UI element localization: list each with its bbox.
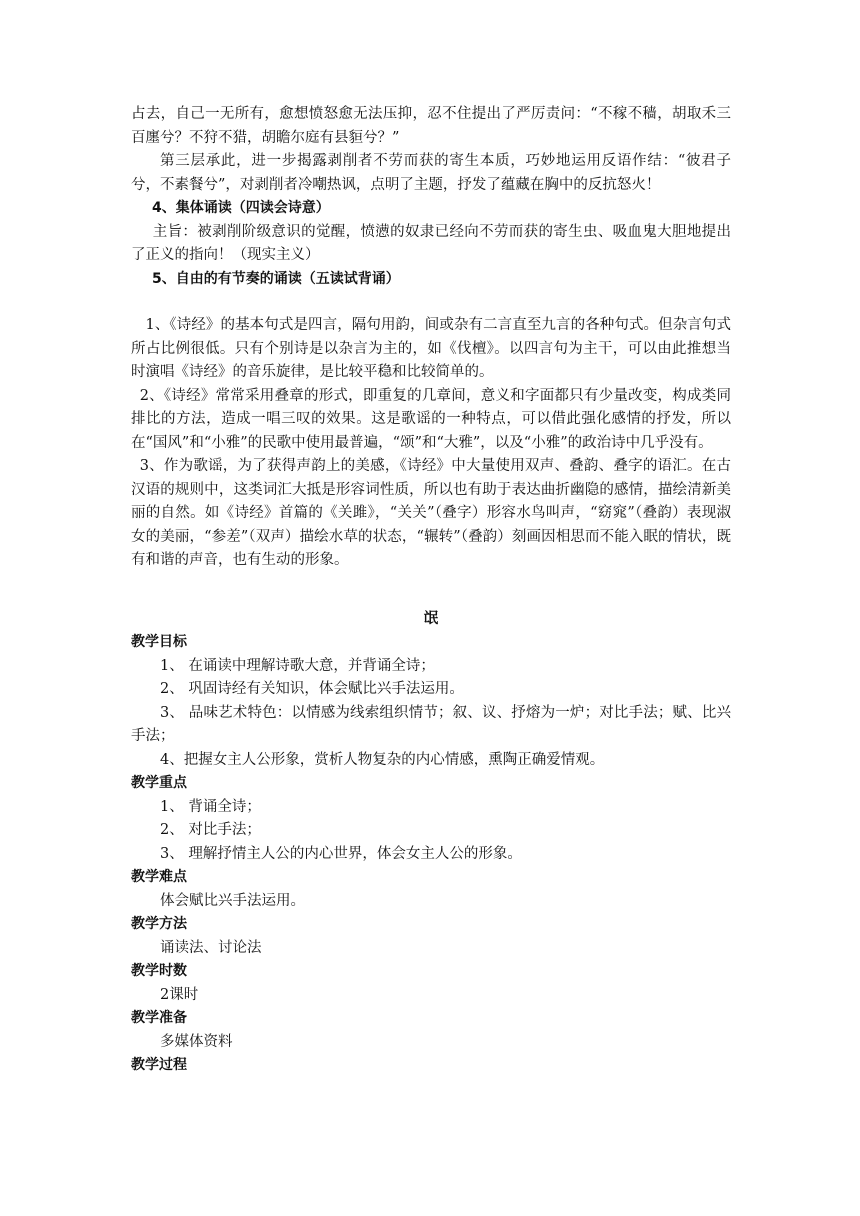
continuation-paragraph: 占去，自己一无所有，愈想愤怒愈无法压抑，忍不住提出了严厉责问：“不稼不穑，胡取禾三百廛兮？不狩不猎，胡瞻尔庭有县貆兮？”	[131, 106, 731, 146]
focus-item: 2、 对比手法；	[160, 822, 261, 838]
difficulty-text: 体会赋比兴手法运用。	[160, 892, 305, 909]
section-4-text: 主旨：被剥削阶级意识的觉醒，愤懑的奴隶已经向不劳而获的寄生虫、吸血鬼大胆地提出了正义的指向！（现实主义）	[131, 223, 731, 263]
difficulty-heading: 教学难点	[131, 869, 187, 885]
method-text: 诵读法、讨论法	[160, 939, 262, 956]
goal-item: 2、 巩固诗经有关知识，体会赋比兴手法运用。	[160, 681, 464, 697]
goal-item: 3、 品味艺术特色：以情感为线索组织情节；叙、议、抒熔为一炉；对比手法；赋、比兴手法；	[131, 704, 731, 744]
hours-text: 2课时	[160, 986, 199, 1003]
section-4-heading: 4、集体诵读（四读会诗意）	[152, 200, 330, 216]
goal-item: 1、 在诵读中理解诗歌大意，并背诵全诗；	[160, 657, 435, 674]
method-heading: 教学方法	[131, 916, 187, 932]
goal-item: 4、把握女主人公形象，赏析人物复杂的内心情感，熏陶正确爱情观。	[160, 751, 605, 768]
note-item: 1、《诗经》的基本句式是四言，隔句用韵，间或杂有二言直至九言的各种句式。但杂言句式所占比例很低。只有个别诗是以杂言为主的，如《伐檀》。以四言句为主干，可以由此推想当时演唱《诗经》的音乐旋律，是比较平稳和比较简单的。	[131, 317, 731, 380]
focus-item: 1、 背诵全诗；	[160, 798, 261, 815]
prep-heading: 教学准备	[131, 1010, 187, 1026]
hours-heading: 教学时数	[131, 963, 187, 979]
lesson-title: 氓	[423, 610, 439, 627]
note-item: 3、作为歌谣，为了获得声韵上的美感，《诗经》中大量使用双声、叠韵、叠字的语汇。在古汉语的规则中，这类词汇大抵是形容词性质，所以也有助于表达曲折幽隐的感情，描绘清新美丽的自然。如《诗经》首篇的《关雎》，“关关”（叠字）形容水鸟叫声，“窈窕”（叠韵）表现淑女的美丽，“参差”（双声）描绘水草的状态，“辗转”（叠韵）刻画因相思而不能入眠的情状，既有和谐的声音，也有生动的形象。	[131, 458, 731, 568]
document-page	[131, 103, 731, 1078]
focus-item: 3、 理解抒情主人公的内心世界，体会女主人公的形象。	[160, 845, 522, 862]
process-heading: 教学过程	[131, 1057, 187, 1073]
prep-text: 多媒体资料	[160, 1033, 233, 1050]
goals-heading: 教学目标	[131, 634, 187, 650]
section-5-heading: 5、自由的有节奏的诵读（五读试背诵）	[152, 270, 400, 287]
note-item: 2、《诗经》常常采用叠章的形式，即重复的几章间，意义和字面都只有少量改变，构成类同排比的方法，造成一唱三叹的效果。这是歌谣的一种特点，可以借此强化感情的抒发，所以在“国风”和“小雅”的民歌中使用最普遍，“颂”和“大雅”，以及“小雅”的政治诗中几乎没有。	[131, 387, 731, 451]
third-layer-paragraph: 第三层承此，进一步揭露剥削者不劳而获的寄生本质，巧妙地运用反语作结：“彼君子兮，不素餐兮”，对剥削者冷嘲热讽，点明了主题，抒发了蕴藏在胸中的反抗怒火！	[131, 153, 731, 193]
focus-heading: 教学重点	[131, 775, 187, 791]
